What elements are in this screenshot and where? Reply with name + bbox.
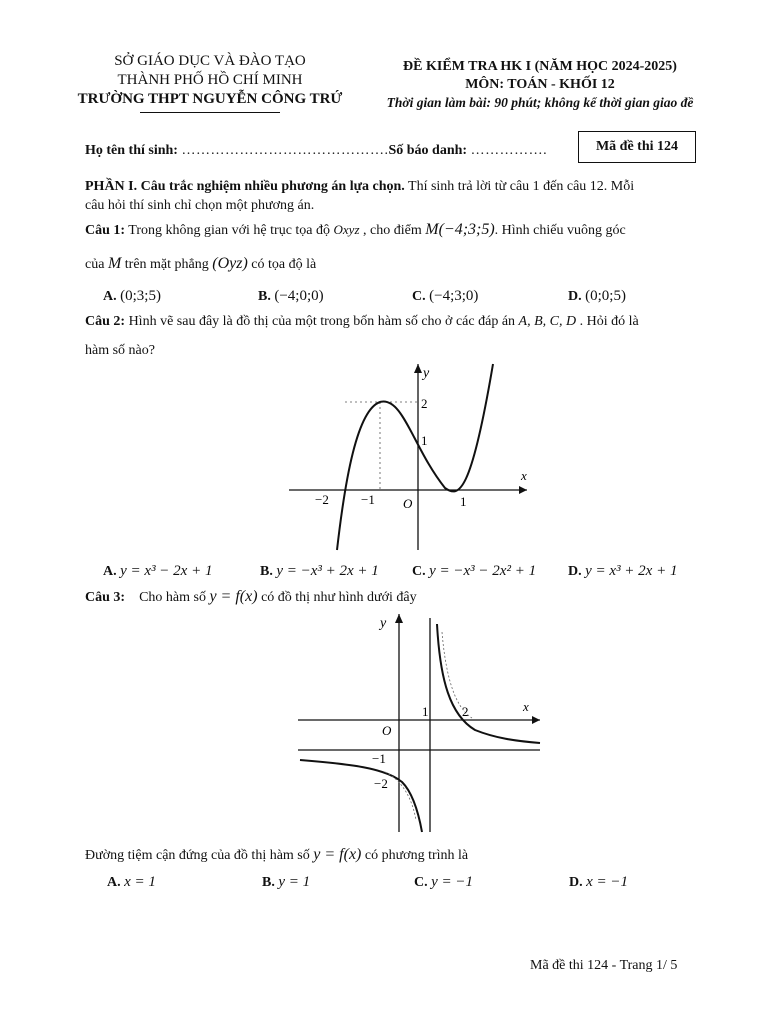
q2-x-label: x bbox=[521, 468, 527, 483]
q2-cubic-graph bbox=[285, 360, 530, 555]
q3-right-branch bbox=[437, 624, 540, 743]
page-footer: Mã đề thi 124 - Trang 1/ 5 bbox=[530, 958, 678, 973]
q1-text: Trong không gian với hệ trục tọa độ bbox=[125, 223, 334, 238]
q1-option-d[interactable]: D. (0;0;5) bbox=[568, 288, 626, 304]
q1-system: Oxyz bbox=[333, 222, 360, 237]
q3-origin: O bbox=[382, 723, 392, 738]
part1-instruction: Thí sinh trả lời từ câu 1 đến câu 12. Mỗi bbox=[404, 179, 635, 194]
q1-text-f: có tọa độ là bbox=[247, 257, 317, 272]
q3-question-text: Đường tiệm cận đứng của đồ thị hàm số bbox=[85, 848, 314, 863]
part1-heading bbox=[85, 177, 705, 215]
part1-instruction-2: câu hỏi thí sinh chỉ chọn một phương án. bbox=[85, 198, 315, 213]
exam-code: Mã đề thi 124 bbox=[595, 139, 679, 154]
school-header bbox=[60, 52, 360, 113]
q1-plane: (Oyz) bbox=[212, 255, 248, 272]
exam-subject: MÔN: TOÁN - KHỐI 12 bbox=[465, 77, 615, 92]
q3-label: Câu 3: bbox=[85, 590, 126, 605]
q3-question-text-b: có phương trình là bbox=[361, 848, 469, 863]
q2-tick-m2: −2 bbox=[315, 492, 329, 507]
q1-m: M bbox=[107, 255, 122, 272]
q2-tick-1: 1 bbox=[421, 433, 428, 448]
q1-text-b: , cho điểm bbox=[359, 223, 426, 238]
header-underline bbox=[140, 112, 280, 113]
exam-code-box bbox=[578, 131, 696, 163]
part1-title: PHẦN I. Câu trắc nghiệm nhiều phương án lựa chọn. bbox=[85, 179, 405, 194]
q3-question-func: y = f(x) bbox=[313, 846, 362, 863]
question-1-line2 bbox=[85, 254, 705, 274]
q3-left-branch bbox=[300, 760, 422, 832]
q2-option-c[interactable]: C. y = −x³ − 2x² + 1 bbox=[412, 563, 537, 579]
q2-label: Câu 2: bbox=[85, 314, 126, 329]
q2-option-d[interactable]: D. y = x³ + 2x + 1 bbox=[568, 563, 678, 579]
q2-tick-2: 2 bbox=[421, 396, 428, 411]
q2-option-b[interactable]: B. y = −x³ + 2x + 1 bbox=[260, 563, 379, 579]
exam-time: Thời gian làm bài: 90 phút; không kể thời gian giao đề bbox=[386, 95, 694, 110]
q2-y-arrow-icon bbox=[414, 364, 422, 373]
q3-tick-m1: −1 bbox=[372, 751, 386, 766]
department-name: SỞ GIÁO DỤC VÀ ĐÀO TẠO bbox=[114, 53, 306, 69]
q3-y-label: y bbox=[380, 616, 387, 631]
q3-hyperbola-graph bbox=[290, 610, 545, 835]
q1-text-c: . Hình chiếu vuông góc bbox=[494, 223, 626, 238]
q3-option-b[interactable]: B. y = 1 bbox=[262, 874, 311, 890]
q3-tick-x1: 1 bbox=[422, 704, 429, 719]
school-name: TRƯỜNG THPT NGUYỄN CÔNG TRỨ bbox=[77, 91, 343, 107]
q3-text: Cho hàm số bbox=[139, 590, 210, 605]
q1-text-e: trên mặt phẳng bbox=[121, 257, 213, 272]
q3-text-b: có đồ thị như hình dưới đây bbox=[257, 590, 417, 605]
id-dots: ……………. bbox=[470, 143, 548, 158]
q2-tick-x1: 1 bbox=[460, 494, 467, 509]
q2-text: Hình vẽ sau đây là đồ thị của một trong bốn hàm số cho ở các đáp án bbox=[125, 314, 519, 329]
q3-option-c[interactable]: C. y = −1 bbox=[414, 874, 474, 890]
name-label: Họ tên thí sinh: bbox=[85, 143, 178, 158]
q3-option-a[interactable]: A. x = 1 bbox=[107, 874, 156, 890]
q3-tick-m2: −2 bbox=[374, 776, 388, 791]
q1-point: M(−4;3;5) bbox=[425, 221, 495, 238]
q1-option-a[interactable]: A. (0;3;5) bbox=[103, 288, 161, 304]
q3-y-arrow-icon bbox=[395, 614, 403, 623]
name-dots: ……………………………………. bbox=[181, 143, 389, 158]
q3-func: y = f(x) bbox=[209, 588, 258, 605]
q3-tick-x2: 2 bbox=[462, 704, 469, 719]
q2-curve bbox=[337, 364, 493, 550]
q2-origin: O bbox=[403, 496, 413, 511]
q2-text-b: . Hỏi đó là bbox=[576, 314, 639, 329]
id-label: Số báo danh: bbox=[388, 143, 468, 158]
exam-header bbox=[355, 58, 725, 112]
q1-option-b[interactable]: B. (−4;0;0) bbox=[258, 288, 324, 304]
q3-x-label: x bbox=[523, 699, 529, 714]
q2-x-arrow-icon bbox=[519, 486, 527, 494]
q3-x-arrow-icon bbox=[532, 716, 540, 724]
exam-title: ĐỀ KIỂM TRA HK I (NĂM HỌC 2024-2025) bbox=[403, 59, 677, 74]
city-name: THÀNH PHỐ HỒ CHÍ MINH bbox=[117, 72, 303, 88]
q2-y-label: y bbox=[423, 366, 430, 381]
question-3 bbox=[85, 587, 705, 607]
q2-choices: A, B, C, D bbox=[518, 314, 577, 329]
q1-text-d: của bbox=[85, 257, 108, 272]
candidate-line bbox=[85, 143, 547, 159]
q2-option-a[interactable]: A. y = x³ − 2x + 1 bbox=[103, 563, 213, 579]
question-1 bbox=[85, 220, 705, 240]
q3-question bbox=[85, 845, 705, 865]
question-2 bbox=[85, 312, 705, 360]
q3-option-d[interactable]: D. x = −1 bbox=[569, 874, 629, 890]
q1-option-c[interactable]: C. (−4;3;0) bbox=[412, 288, 479, 304]
q1-label: Câu 1: bbox=[85, 223, 126, 238]
q2-tick-m1: −1 bbox=[361, 492, 375, 507]
q2-text-c: hàm số nào? bbox=[85, 343, 155, 358]
